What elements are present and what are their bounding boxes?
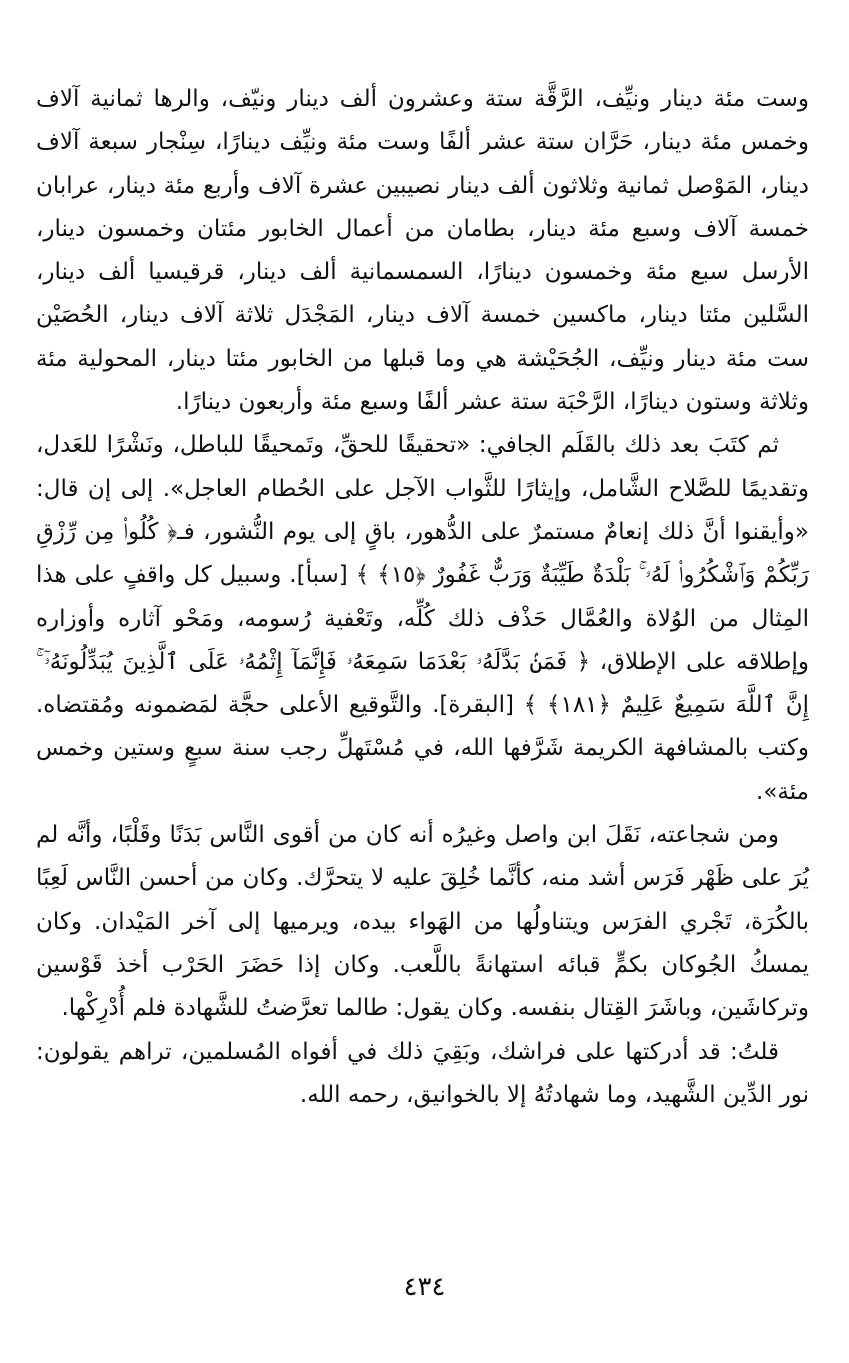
paragraph-revenue-list: وست مئة دينار ونيِّف، الرَّقَّة ستة وعشرون ألف دينار ونيّف، والرها ثمانية آلاف وخمس مئة دينار، حَرَّان ستة عشر ألفًا وست مئة ونيِّف دينارًا، سِنْجار سبعة آلاف دينار، المَوْصل ثمانية وثلاثون ألف دينار نصيبين عشرة آلاف وأربع مئة دينار، عرابان خمسة آلاف وسبع مئة دينار، بطامان من أعمال الخابور مئتان وخمسون دينار، الأرسل سبع مئة وخمسون دينارًا، السمسمانية ألف دينار، قرقيسيا ألف دينار، السَّلين مئتا دينار، ماكسين خمسة آلاف دينار، المَجْدَل ثلاثة آلاف دينار، الحُصَيْن ست مئة دينار ونيِّف، الجُحَيْشة هي وما قبلها من الخابور مئتا دينار، المحولية مئة وثلاثة وستون دينارًا، الرَّحْبَة ستة عشر ألفًا وسبع مئة وأربعون دينارًا. [36,86,809,416]
paragraph-decree: ثم كتَبَ بعد ذلك بالقَلَم الجافي: «تحقيقًا للحقِّ، وتَمحيقًا للباطل، ونَشْرًا للعَدل، وتقديمًا للصَّلاح الشَّامل، وإيثارًا للثَّواب الآجل على الحُطام العاجل». إلى إن قال: «وأيقنوا أنَّ ذلك إنعامٌ مستمرٌ على الدُّهور، باقٍ إلى يوم النُّشور، فـ﴿ كُلُوا۟ مِن رِّزْقِ رَبِّكُمْ وَٱشْكُرُوا۟ لَهُۥ ۚ بَلْدَةٌ طَيِّبَةٌ وَرَبٌّ غَفُورٌ ﴿١٥﴾ ﴾ [سبأ]. وسبيل كل واقفٍ على هذا المِثال من الوُلاة والعُمَّال حَذْف ذلك كُلِّه، وتَعْفية رُسومه، ومَحْو آثاره وأوزاره وإطلاقه على الإطلاق، ﴿ فَمَنۢ بَدَّلَهُۥ بَعْدَمَا سَمِعَهُۥ فَإِنَّمَآ إِثْمُهُۥ عَلَى ٱلَّذِينَ يُبَدِّلُونَهُۥٓ ۚ إِنَّ ٱللَّهَ سَمِيعٌ عَلِيمٌ ﴿١٨١﴾ ﴾ [البقرة]. والتَّوقيع الأعلى حجَّة لمَضمونه ومُقتضاه. وكتب بالمشافهة الكريمة شَرَّفها الله، في مُسْتَهلِّ رجب سنة سبعٍ وستين وخمس مئة». [36,432,809,805]
paragraph-commentary: قلتُ: قد أدركتها على فراشك، وبَقِيَ ذلك في أفواه المُسلمين، تراهم يقولون: نور الدِّين الشَّهيد، وما شهادتُهُ إلا بالخوانيق، رحمه الله. [36,1038,809,1108]
paragraph-courage: ومن شجاعته، نَقَلَ ابن واصل وغيرُه أنه كان من أقوى النَّاس بَدَنًا وقَلْبًا، وأنَّه لم يُرَ على ظَهْر فَرَس أشد منه، كأنَّما خُلِقَ عليه لا يتحرَّك. وكان من أحسن النَّاس لَعِبًا بالكُرَة، تَجْري الفرَس ويتناولُها من الهَواء بيده، ويرميها إلى آخر المَيْدان. وكان يمسكُ الجُوكان بكمٍّ قبائه استهانةً باللَّعب. وكان إذا حَضَرَ الحَرْب أخذ قَوْسين وتركاشَين، وباشَرَ القِتال بنفسه. وكان يقول: طالما تعرَّضتُ للشَّهادة فلم أُدْرِكْها. [36,822,809,1022]
page-number: ٤٣٤ [403,1272,446,1302]
page-body [36,78,809,1117]
